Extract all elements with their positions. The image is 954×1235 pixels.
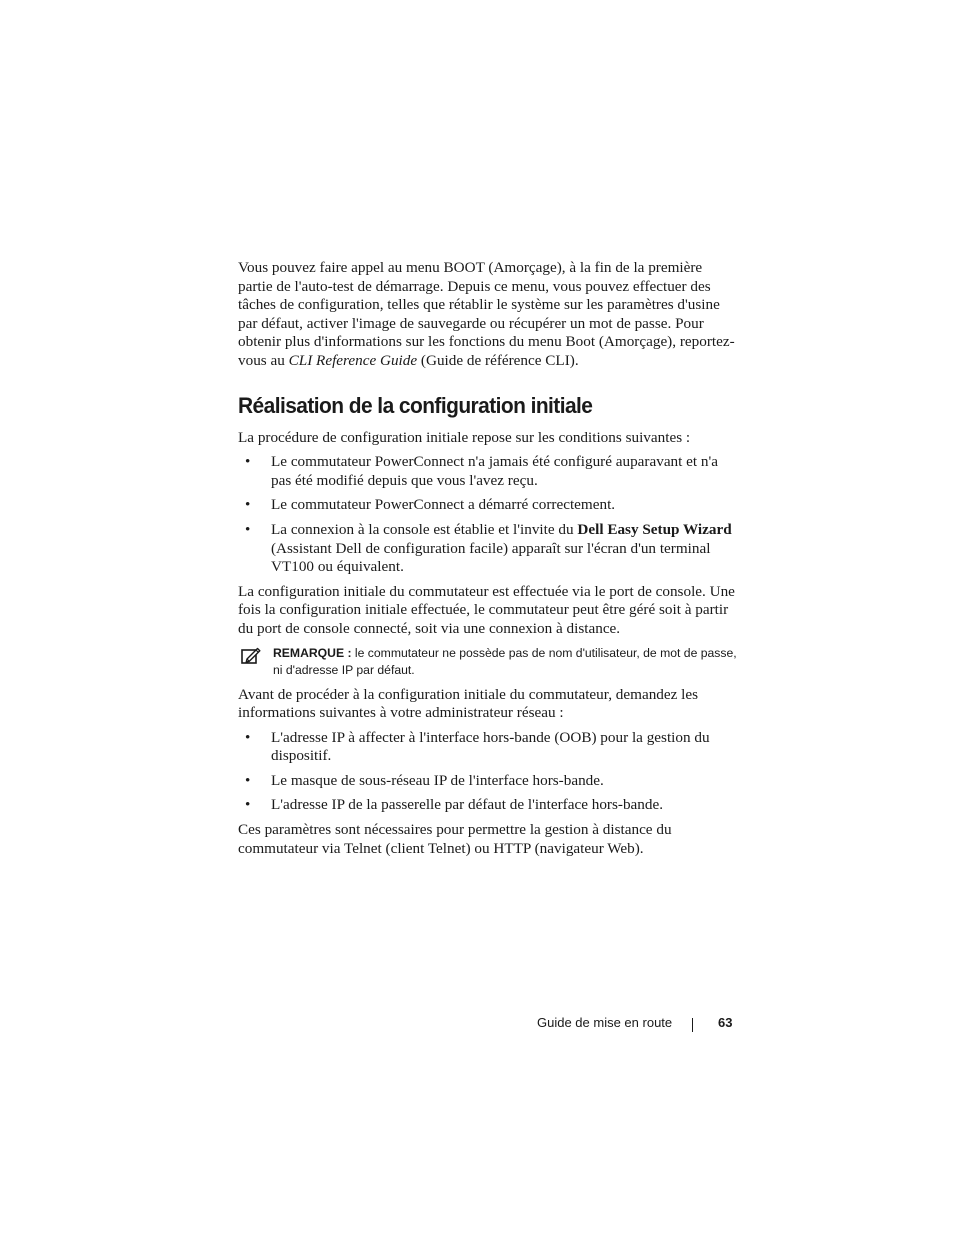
conditions-list [238, 453, 738, 577]
document-page [238, 259, 738, 864]
section-heading: Réalisation de la configuration initiale [238, 392, 593, 418]
list-item: • L'adresse IP à affecter à l'interface hors-bande (OOB) pour la gestion du dispositif. [245, 728, 710, 765]
list-item: • Le commutateur PowerConnect a démarré correctement. [245, 496, 616, 514]
list-item: • Le masque de sous-réseau IP de l'interface hors-bande. [245, 771, 604, 789]
bullet-icon: • [245, 453, 251, 471]
bullet-icon: • [245, 520, 251, 538]
note-text: le commutateur ne possède pas de nom d'utilisateur, de mot de passe, ni d'adresse IP par défaut. [273, 645, 737, 677]
console-paragraph: La configuration initiale du commutateur est effectuée via le port de console. Une fois la configuration initiale effectuée, le commutateur peut être géré soit à partir du port de console connecté, soit via une connexion à distance. [238, 582, 735, 637]
bullet-icon: • [245, 496, 251, 514]
wizard-name: Dell Easy Setup Wizard [577, 520, 732, 538]
list-item: • Le commutateur PowerConnect n'a jamais été configuré auparavant et n'a pas été modifié depuis que vous l'avez reçu. [245, 453, 718, 489]
conditions-lead: La procédure de configuration initiale repose sur les conditions suivantes : [238, 428, 691, 446]
footer-title: Guide de mise en route [537, 1015, 673, 1030]
pencil-note-icon [241, 647, 261, 665]
info-list [238, 729, 738, 815]
footer-divider [692, 1018, 693, 1032]
closing-paragraph: Ces paramètres sont nécessaires pour permettre la gestion à distance du commutateur via Telnet (client Telnet) ou HTTP (navigateur Web). [238, 821, 672, 857]
list-item: • La connexion à la console est établie et l'invite du Dell Easy Setup Wizard (Assistant Dell de configuration facile) apparaît sur l'écran d'un terminal VT100 ou équivalent. [245, 520, 732, 576]
bullet-icon: • [245, 771, 251, 789]
intro-text-end: (Guide de référence CLI). [417, 351, 579, 369]
intro-text: Vous pouvez faire appel au menu BOOT (Amorçage), à la fin de la première partie de l'auto-test de démarrage. Depuis ce menu, vous pouvez effectuer des tâches de configuration, telles que rétablir le système sur les paramètres d'usine par défaut, activer l'image de sauvegarde ou récupérer un mot de passe. Pour obtenir plus d'informations sur les fonctions du menu Boot (Amorçage), reportez-vous au [238, 259, 735, 369]
bullet-icon: • [245, 728, 251, 746]
intro-paragraph [238, 259, 738, 371]
before-paragraph: Avant de procéder à la configuration initiale du commutateur, demandez les informations suivantes à votre administrateur réseau : [238, 685, 699, 722]
cli-reference-guide-title: CLI Reference Guide [288, 351, 418, 369]
note-label: REMARQUE : [273, 645, 352, 660]
list-item: • L'adresse IP de la passerelle par défaut de l'interface hors-bande. [245, 796, 664, 814]
page-number: 63 [718, 1015, 733, 1030]
note-box [238, 645, 738, 679]
bullet-icon: • [245, 796, 251, 814]
